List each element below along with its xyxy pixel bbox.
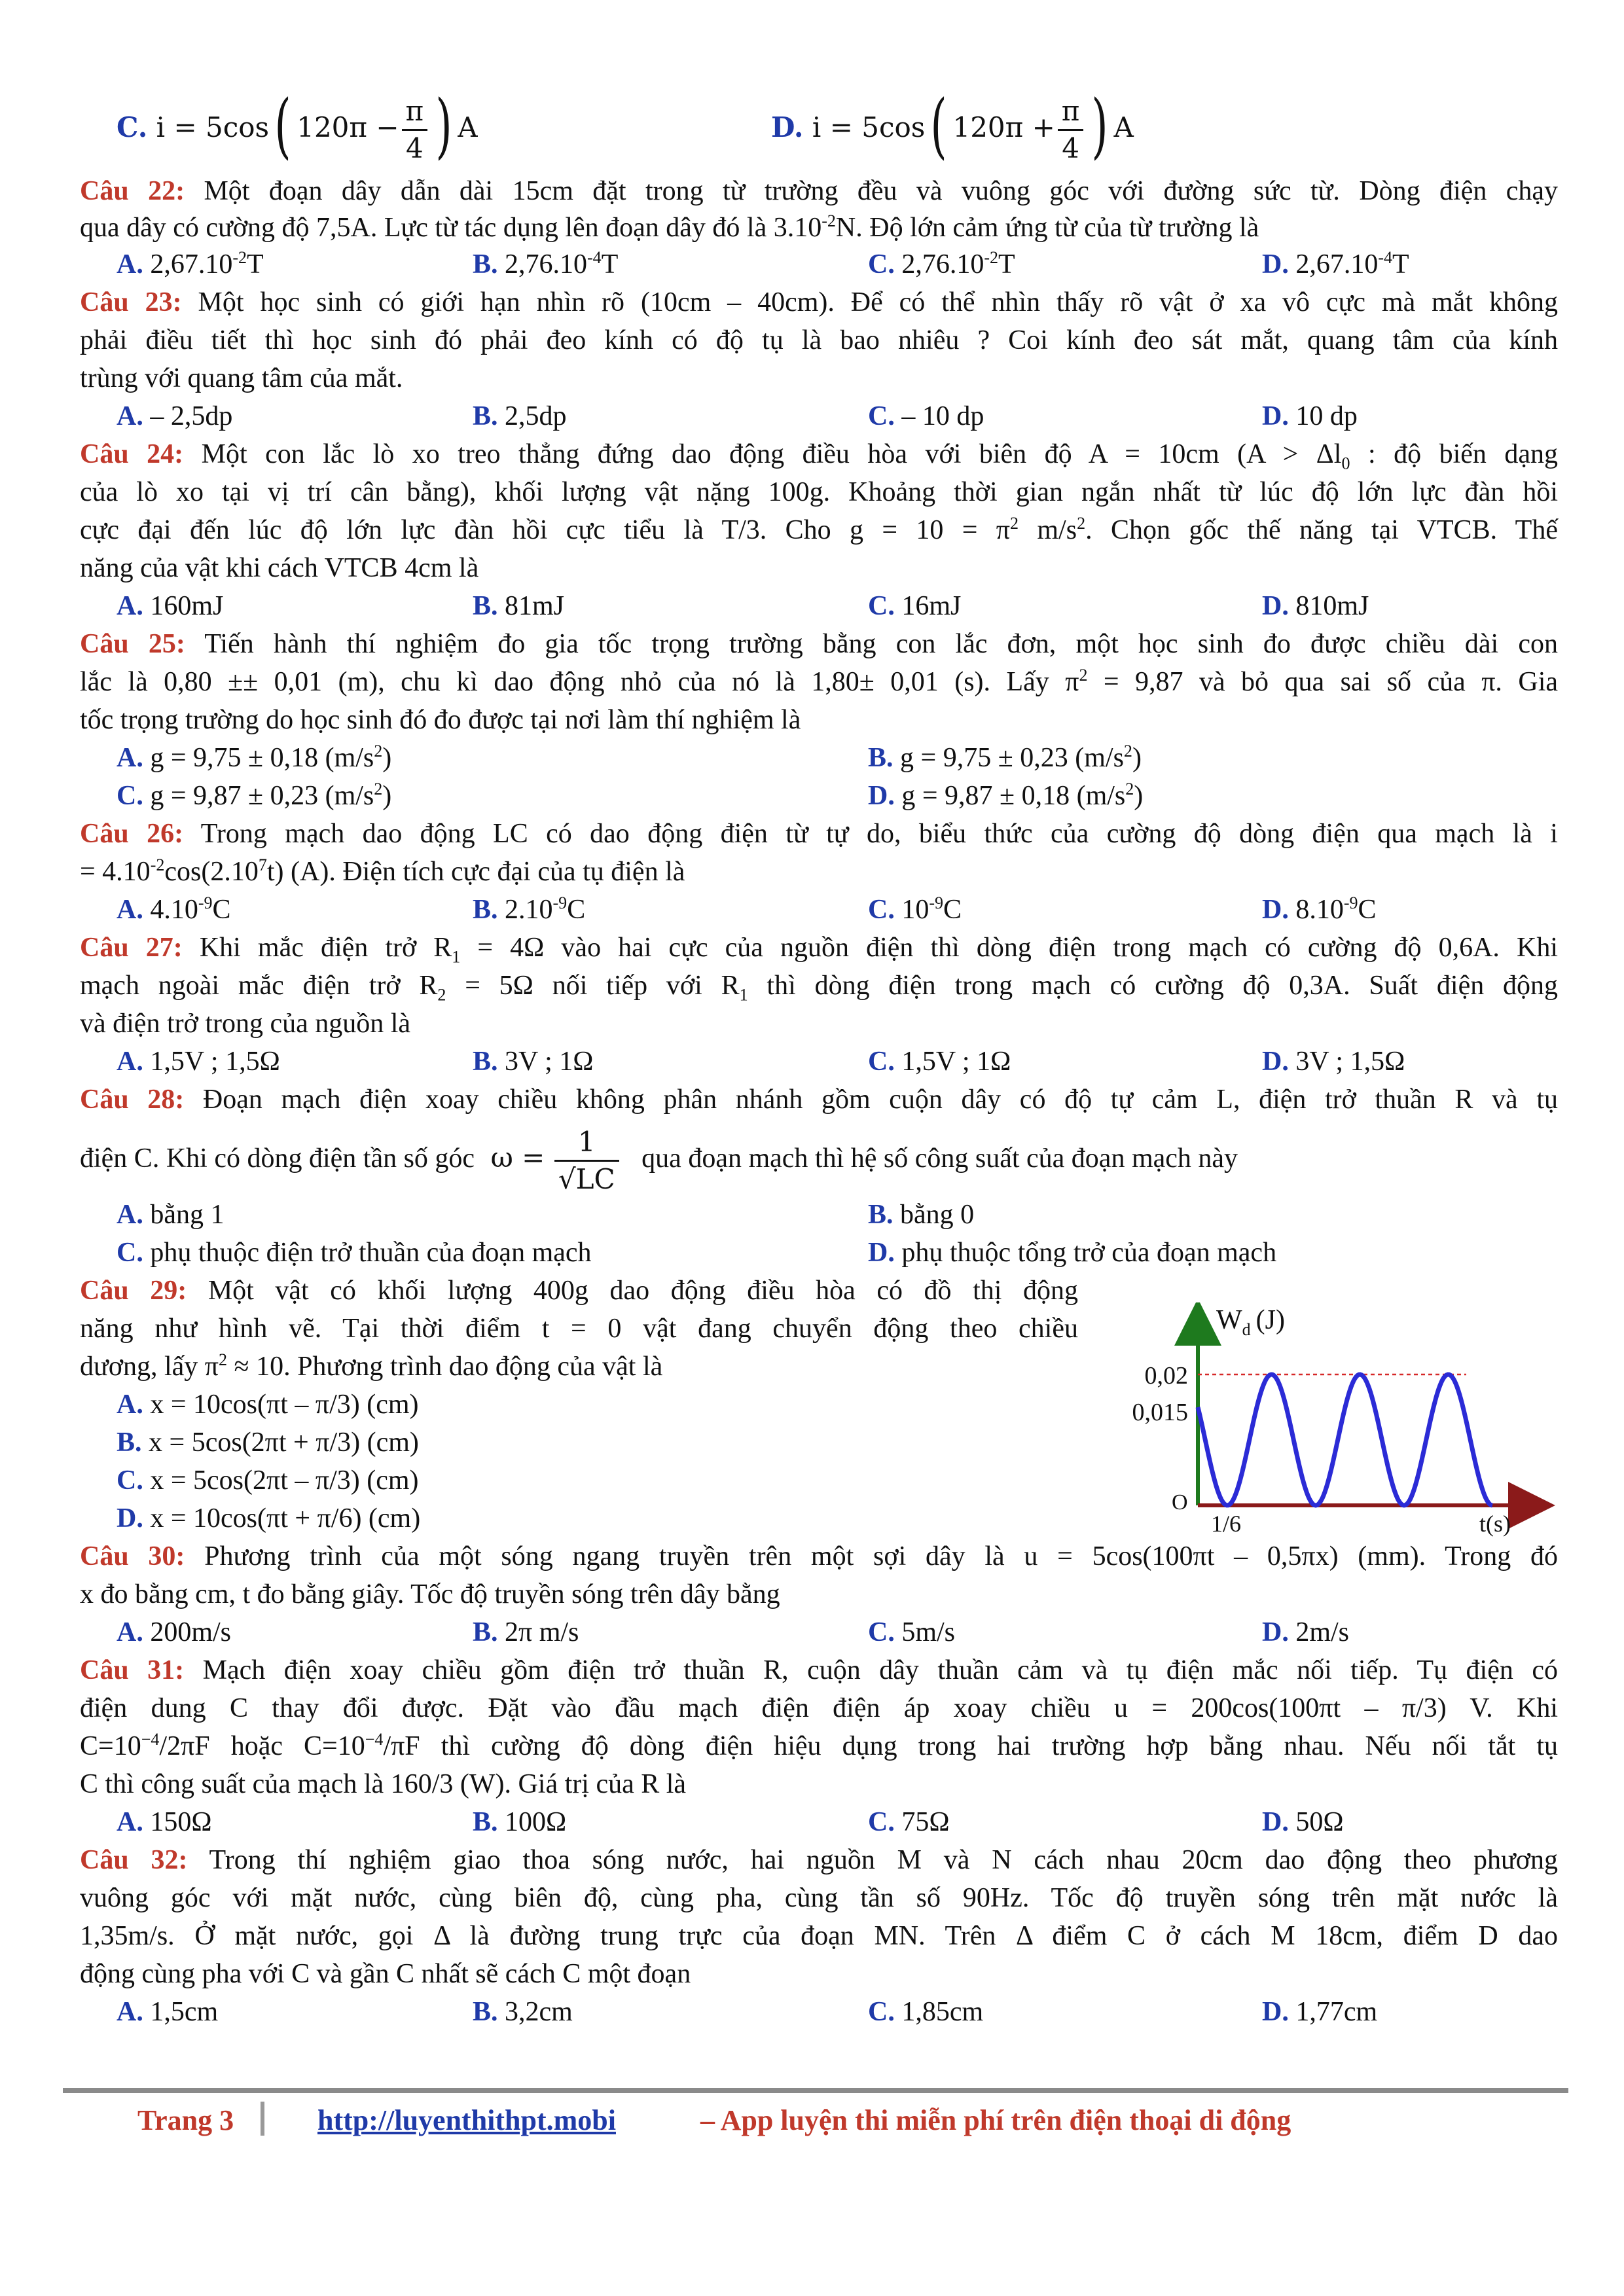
q29-option-a: A. x = 10cos(πt – π/3) (cm) (117, 1390, 419, 1420)
q22-line1: Câu 22: Một đoạn dây dẫn dài 15cm đặt trong từ trường đều và vuông góc với đường sức từ. Dòng điện chạy (80, 176, 1558, 206)
q30-option-a: A. 200m/s (117, 1617, 232, 1647)
q24-option-b: B. 81mJ (473, 591, 565, 621)
q28-options-cd (0, 1234, 1624, 1271)
q32-line3: 1,35m/s. Ở mặt nước, gọi Δ là đường trung trực của đoạn MN. Trên Δ điểm C ở cách M 18cm, điểm D dao (80, 1921, 1558, 1951)
q22-option-a: A. $2,67.10^{-2}T$ (117, 248, 264, 279)
paren-left: ( (274, 85, 291, 167)
q27-line2: mạch ngoài mắc điện trở $R_2 = 5\Omega$ nối tiếp với $R_1$ thì dòng điện trong mạch có cường độ 0,3A. Suất điện động (80, 971, 1559, 1005)
fraction: $\frac{\pi}{4}$ (402, 98, 428, 162)
footer-slogan: – App luyện thi miễn phí trên điện thoại di động (700, 2104, 1291, 2136)
q25-option-c: C. g = 9,87 ± 0,23 $(m/s^2)$ (117, 780, 392, 811)
q23-options (0, 398, 1624, 435)
q29-option-d: D. x = 10cos(πt + π/6) (cm) (117, 1503, 421, 1534)
q28-option-b: B. bằng 0 (868, 1200, 975, 1230)
q29-line1: Câu 29: Một vật có khối lượng 400g dao động điều hòa có đồ thị động (80, 1276, 1079, 1306)
q22-option-c: C. $2,76.10^{-2}T$ (868, 248, 1015, 279)
q21-options (0, 85, 1624, 167)
q32-line2: vuông góc với mặt nước, cùng biên độ, cùng pha, cùng tần số 90Hz. Tốc độ truyền sóng trên mặt nước là (80, 1883, 1558, 1913)
fraction-omega: $\frac{1}{√LC}$ (554, 1128, 619, 1193)
paren-right: ) (435, 85, 452, 167)
paren-right: ) (1091, 85, 1109, 167)
q30-options (0, 1614, 1624, 1651)
q30-line2: x đo bằng cm, t đo bằng giây. Tốc độ truyền sóng trên dây bằng (80, 1579, 780, 1609)
q24-option-a: A. 160mJ (117, 591, 224, 621)
q32-option-a: A. 1,5cm (117, 1997, 219, 2027)
q25-line1: Câu 25: Tiến hành thí nghiệm đo gia tốc trọng trường bằng con lắc đơn, một học sinh đo được chiều dài con (80, 629, 1558, 659)
q28-option-a: A. bằng 1 (117, 1200, 225, 1230)
q31-options (0, 1804, 1624, 1840)
q29-line3: dương, lấy $\pi^2 \approx 10$. Phương trình dao động của vật là (80, 1350, 663, 1382)
q24-option-c: C. 16mJ (868, 591, 962, 621)
page-number: Trang 3 (137, 2104, 234, 2136)
tick-label-002: 0,02 (1144, 1362, 1188, 1390)
q29-line2: năng như hình vẽ. Tại thời điểm t = 0 vật đang chuyển động theo chiều (80, 1314, 1078, 1344)
q24-option-d: D. 810mJ (1262, 591, 1369, 621)
q29-option-b: B. x = 5cos(2πt + π/3) (cm) (117, 1427, 419, 1458)
q31-line1: Câu 31: Mạch điện xoay chiều gồm điện trở thuần R, cuộn dây thuần cảm và tụ điện mắc nối tiếp. Tụ điện có (80, 1655, 1558, 1685)
q24-options (0, 588, 1624, 624)
q29-option-a-row (0, 1386, 1087, 1423)
q32-options (0, 1994, 1624, 2030)
q26-line2: = $4.10^{-2}\cos(2.10^7t)$ (A). Điện tích cực đại của tụ điện là (80, 855, 685, 887)
footer-divider (63, 2088, 1568, 2093)
q27-option-a: A. 1,5V ; 1,5Ω (117, 1047, 280, 1077)
page-footer (0, 2098, 1624, 2144)
q24-line4: năng của vật khi cách VTCB 4cm là (80, 553, 479, 583)
q28-line1: Câu 28: Đoạn mạch điện xoay chiều không phân nhánh gồm cuộn dây có độ tự cảm L, điện trở thuần R và tụ (80, 1085, 1558, 1115)
q28-option-c: C. phụ thuộc điện trở thuần của đoạn mạch (117, 1238, 592, 1268)
q26-line1: Câu 26: Trong mạch dao động LC có dao động điện từ tự do, biểu thức của cường độ dòng điện qua mạch là i (80, 819, 1558, 849)
q31-option-b: B. 100Ω (473, 1807, 567, 1837)
q24-line1: Câu 24: Một con lắc lò xo treo thẳng đứng dao động điều hòa với biên độ A = 10cm ($A > \Delta l_0$ : độ biến dạng (80, 439, 1558, 473)
q31-line2: điện dung C thay đổi được. Đặt vào đầu mạch điện điện áp xoay chiều u = 200cos(100πt – π/3) V. Khi (80, 1693, 1558, 1723)
q22-option-b: B. $2,76.10^{-4}T$ (473, 248, 619, 279)
q21-option-c: C. i = 5cos( 120π − $\frac{\pi}{4}$ ) A (117, 85, 478, 167)
q26-option-b: B. $2.10^{-9}C$ (473, 893, 586, 925)
q27-option-d: D. 3V ; 1,5Ω (1262, 1047, 1405, 1077)
q32-line1: Câu 32: Trong thí nghiệm giao thoa sóng nước, hai nguồn M và N cách nhau 20cm dao động theo phương (80, 1845, 1558, 1875)
kinetic-energy-curve (1198, 1374, 1492, 1505)
q29-option-b-row (0, 1424, 1087, 1461)
q29-option-c: C. x = 5cos(2πt – π/3) (cm) (117, 1465, 419, 1496)
q26-option-c: C. $10^{-9}C$ (868, 893, 962, 925)
y-axis-label: $W_d$ (J) (1216, 1305, 1285, 1339)
q23-line2: phải điều tiết thì học sinh đó phải đeo kính có độ tụ là bao nhiêu ? Coi kính đeo sát mắt, quang tâm của kính (80, 325, 1558, 355)
q22-line2: qua dây có cường độ 7,5A. Lực từ tác dụng lên đoạn dây đó là $3.10^{-2}N$. Độ lớn cảm ứng từ của từ trường là (80, 211, 1259, 243)
q26-option-d: D. $8.10^{-9}C$ (1262, 893, 1377, 925)
paren-left: ( (930, 85, 948, 167)
q30-option-b: B. 2π m/s (473, 1617, 579, 1647)
q24-line2: của lò xo tại vị trí cân bằng), khối lượng vật nặng 100g. Khoảng thời gian ngắn nhất từ lúc độ lớn lực đàn hồi (80, 477, 1558, 507)
q23-line1: Câu 23: Một học sinh có giới hạn nhìn rõ (10cm – 40cm). Để có thể nhìn thấy rõ vật ở xa vô cực mà mắt không (80, 287, 1559, 317)
q25-options-ab (0, 740, 1624, 776)
q21-option-d: D. i = 5cos( 120π + $\frac{\pi}{4}$ ) A (771, 85, 1134, 167)
q26-options (0, 891, 1624, 928)
q22-options (0, 246, 1624, 283)
q26-option-a: A. $4.10^{-9}C$ (117, 893, 231, 925)
q24-line3: cực đại đến lúc độ lớn lực đàn hồi cực tiểu là T/3. Cho $g = 10 = \pi^2$ $m/s^2$. Chọn gốc thế năng tại VTCB. Thế (80, 514, 1558, 545)
q31-option-d: D. 50Ω (1262, 1807, 1344, 1837)
q23-option-b: B. 2,5dp (473, 401, 567, 431)
q22-option-d: D. $2,67.10^{-4}T$ (1262, 248, 1409, 279)
q32-option-c: C. 1,85cm (868, 1997, 984, 2027)
q27-option-c: C. 1,5V ; 1Ω (868, 1047, 1011, 1077)
q23-line3: trùng với quang tâm của mắt. (80, 363, 403, 393)
q32-line4: động cùng pha với C và gần C nhất sẽ cách C một đoạn (80, 1959, 691, 1989)
tick-label-1-6: 1/6 (1211, 1511, 1242, 1537)
q31-option-c: C. 75Ω (868, 1807, 950, 1837)
q25-option-b: B. g = 9,75 ± 0,23 $(m/s^2)$ (868, 742, 1142, 773)
q28-option-d: D. phụ thuộc tổng trở của đoạn mạch (868, 1238, 1277, 1268)
q29-option-d-row (0, 1500, 1087, 1537)
q27-line1: Câu 27: Khi mắc điện trở $R_1 = 4\Omega$ vào hai cực của nguồn điện thì dòng điện trong mạch có cường độ 0,6A. Khi (80, 933, 1558, 967)
q25-option-d: D. g = 9,87 ± 0,18 $(m/s^2)$ (868, 780, 1144, 811)
q31-line4: C thì công suất của mạch là 160/3 (W). Giá trị của R là (80, 1769, 687, 1799)
x-axis-label: t(s) (1479, 1511, 1511, 1537)
q30-option-c: C. 5m/s (868, 1617, 956, 1647)
kinetic-energy-graph (1100, 1302, 1558, 1538)
q23-option-c: C. – 10 dp (868, 401, 984, 431)
q28-options-ab (0, 1196, 1624, 1233)
q31-option-a: A. 150Ω (117, 1807, 212, 1837)
q23-option-a: A. – 2,5dp (117, 401, 233, 431)
q30-line1: Câu 30: Phương trình của một sóng ngang truyền trên một sợi dây là u = 5cos(100πt – 0,5πx) (mm). Trong đó (80, 1541, 1559, 1571)
tick-label-0015: 0,015 (1132, 1399, 1188, 1426)
q32-option-d: D. 1,77cm (1262, 1997, 1378, 2027)
q31-line3: $C=10^{-4}/2\pi F$ hoặc $C=10^{-4}/\pi F$ thì cường độ dòng điện hiệu dụng trong hai trường hợp bằng nhau. Nếu nối tắt tụ (80, 1730, 1559, 1761)
q25-line2: lắc là 0,80 ±± 0,01 (m), chu kì dao động nhỏ của nó là 1,80± 0,01 (s). Lấy $\pi^2 = 9,87$ và bỏ qua sai số của π. Gia (80, 666, 1559, 697)
origin-label: O (1172, 1490, 1188, 1515)
q27-option-b: B. 3V ; 1Ω (473, 1047, 594, 1077)
fraction: $\frac{\pi}{4}$ (1058, 98, 1084, 162)
footer-separator (261, 2102, 264, 2136)
q27-line3: và điện trở trong của nguồn là (80, 1009, 411, 1039)
q27-options (0, 1043, 1624, 1080)
q30-option-d: D. 2m/s (1262, 1617, 1350, 1647)
q25-option-a: A. g = 9,75 ± 0,18 $(m/s^2)$ (117, 742, 392, 773)
q28-line2: điện C. Khi có dòng điện tần số góc ω = $\frac{1}{√LC}$ qua đoạn mạch thì hệ số công suất của đoạn mạch này (80, 1125, 1238, 1195)
q25-options-cd (0, 778, 1624, 814)
q23-option-d: D. 10 dp (1262, 401, 1358, 431)
website-link[interactable]: http://luyenthithpt.mobi (317, 2104, 616, 2136)
q25-line3: tốc trọng trường do học sinh đó đo được tại nơi làm thí nghiệm là (80, 705, 801, 735)
q29-option-c-row (0, 1462, 1087, 1499)
q32-option-b: B. 3,2cm (473, 1997, 573, 2027)
